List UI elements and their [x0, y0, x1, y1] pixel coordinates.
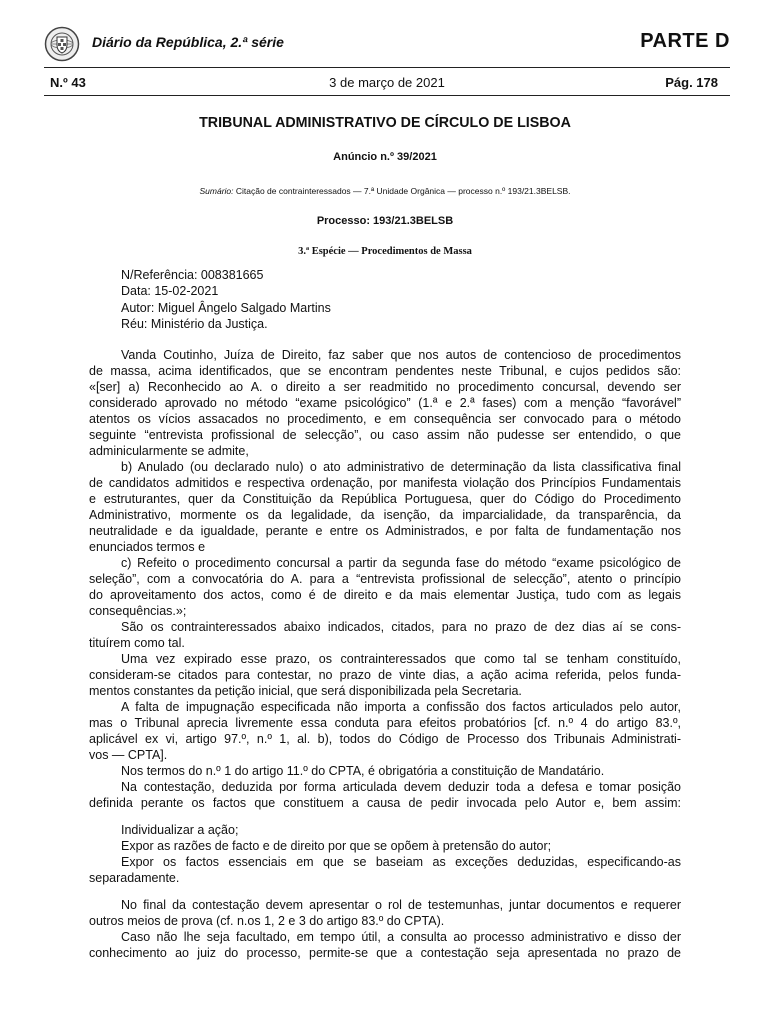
body-line: b) Anulado (ou declarado nulo) o ato administrativo de determinação da lista classificativa final	[121, 460, 681, 474]
body-line: consequências.»;	[89, 604, 187, 618]
issue-number: N.º 43	[50, 75, 86, 90]
body-line: São os contrainteressados abaixo indicados, citados, para no prazo de dez dias aí se cons-	[121, 620, 681, 634]
body-line: Uma vez expirado esse prazo, os contrainteressados que como tal se tenham constituído,	[121, 652, 681, 666]
reference-block	[121, 267, 331, 333]
reference-number: N/Referência: 008381665	[121, 268, 264, 282]
journal-header	[44, 26, 730, 66]
summary-text: Citação de contrainteressados — 7.ª Unidade Orgânica — processo n.º 193/21.3BELSB.	[233, 186, 571, 196]
body-line: considerado aprovado no método “exame psicológico” (1.ª e 2.ª fases) com a menção “favorável”	[89, 396, 681, 410]
body-line: do aproveitamento dos actos, como é de direito e da mais elementar Justiça, tudo com as legais	[89, 588, 681, 602]
body-line: de candidatos admitidos e respectiva ordenação, por manifesta violação dos Princípios Fundamentais	[89, 476, 681, 490]
issue-meta	[44, 75, 730, 91]
reference-defendant: Réu: Ministério da Justiça.	[121, 317, 268, 332]
journal-title: Diário da República, 2.ª série	[92, 34, 284, 50]
body-line: c) Refeito o procedimento concursal a partir da segunda fase do método “exame psicológico de	[121, 556, 681, 570]
page-number: Pág. 178	[665, 75, 718, 90]
header-rule	[44, 67, 730, 68]
body-line: separadamente.	[89, 871, 180, 885]
body-line: consideram-se citados para contestar, no prazo de vinte dias, a ação acima referida, pelos funda-	[89, 668, 681, 682]
body-line: de massa, acima identificados, que se encontram pendentes neste Tribunal, e cujos pedidos são:	[89, 364, 681, 378]
reference-author: Autor: Miguel Ângelo Salgado Martins	[121, 300, 331, 315]
body-line: No final da contestação devem apresentar o rol de testemunhas, juntar documentos e requerer	[121, 898, 681, 912]
body-line: Expor os factos essenciais em que se baseiam as exceções deduzidas, especificando-as	[121, 855, 681, 869]
body-line: enunciados termos e	[89, 540, 206, 554]
body-line: Caso não lhe seja facultado, em tempo útil, a consulta ao processo administrativo e disso der	[121, 930, 681, 944]
coat-of-arms-icon	[44, 26, 80, 62]
body-line: mentos constantes da petição inicial, que será disponibilizada pela Secretaria.	[89, 684, 522, 698]
reference-date: Data: 15-02-2021	[121, 284, 219, 299]
body-line: mas o Tribunal aprecia livremente essa conduta para efeitos probatórios [cf. n.º 4 do artigo 83.º,	[89, 716, 681, 730]
issuer-title: TRIBUNAL ADMINISTRATIVO DE CÍRCULO DE LISBOA	[199, 114, 571, 131]
body-line: seguinte “entrevista profissional de selecção”, ou caso assim não pudesse ser entendido, o que	[89, 428, 681, 442]
issue-date: 3 de março de 2021	[329, 75, 445, 90]
body-line: Administrativo, mormente os da legalidade, da isenção, da imparcialidade, da transparência, da	[89, 508, 681, 522]
body-line: «[ser] a) Reconhecido ao A. o direito a ser readmitido no procedimento concursal, devendo ser	[89, 380, 681, 394]
body-line: Vanda Coutinho, Juíza de Direito, faz saber que nos autos de contencioso de procedimentos	[121, 348, 681, 362]
body-line: definida perante os factos que constituem a causa de pedir invocada pelo Autor e, bem assim:	[89, 796, 681, 810]
meta-rule	[44, 95, 730, 96]
body-line: aplicável ex vi, artigo 97.º, n.º 1, al. b), todos do Código de Processo dos Tribunais Administrati-	[89, 732, 681, 746]
body-line: vos — CPTA].	[89, 748, 168, 762]
announcement-number: Anúncio n.º 39/2021	[333, 151, 437, 163]
body-line: e estruturantes, quer da Constituição da República Portuguesa, quer do Código do Procedimento	[89, 492, 681, 506]
body-line: Expor as razões de facto e de direito por que se opõem à pretensão do autor;	[121, 839, 552, 853]
species-heading: 3.ª Espécie — Procedimentos de Massa	[298, 246, 472, 257]
part-label: PARTE D	[640, 30, 730, 52]
body-line: A falta de impugnação especificada não importa a confissão dos factos articulados pelo autor,	[121, 700, 681, 714]
body-line: Na contestação, deduzida por forma articulada devem deduzir toda a defesa e tomar posição	[121, 780, 681, 794]
summary-label: Sumário:	[199, 186, 234, 196]
body-line: tituírem como tal.	[89, 636, 185, 650]
body-line: conhecimento ao juiz do processo, permite-se que a contestação seja apresentada no prazo de	[89, 946, 681, 960]
body-line: adminicularmente se admite,	[89, 444, 249, 458]
body-line: Nos termos do n.º 1 do artigo 11.º do CPTA, é obrigatória a constituição de Mandatário.	[121, 764, 605, 778]
summary	[0, 186, 770, 196]
body-line: atentos os vícios assacados no procedimento, e em consequência ser convocado para o método	[89, 412, 681, 426]
body-line: seleção”, com a convocatória do A. para a “entrevista profissional de selecção”, atento o princípio	[89, 572, 681, 586]
process-number: Processo: 193/21.3BELSB	[316, 215, 454, 227]
body-line: Individualizar a ação;	[121, 823, 239, 837]
body-line: neutralidade e da igualdade, perante e entre os Administrados, e por falta de fundamentação nos	[89, 524, 681, 538]
body-line: outros meios de prova (cf. n.os 1, 2 e 3 do artigo 83.º do CPTA).	[89, 914, 445, 928]
